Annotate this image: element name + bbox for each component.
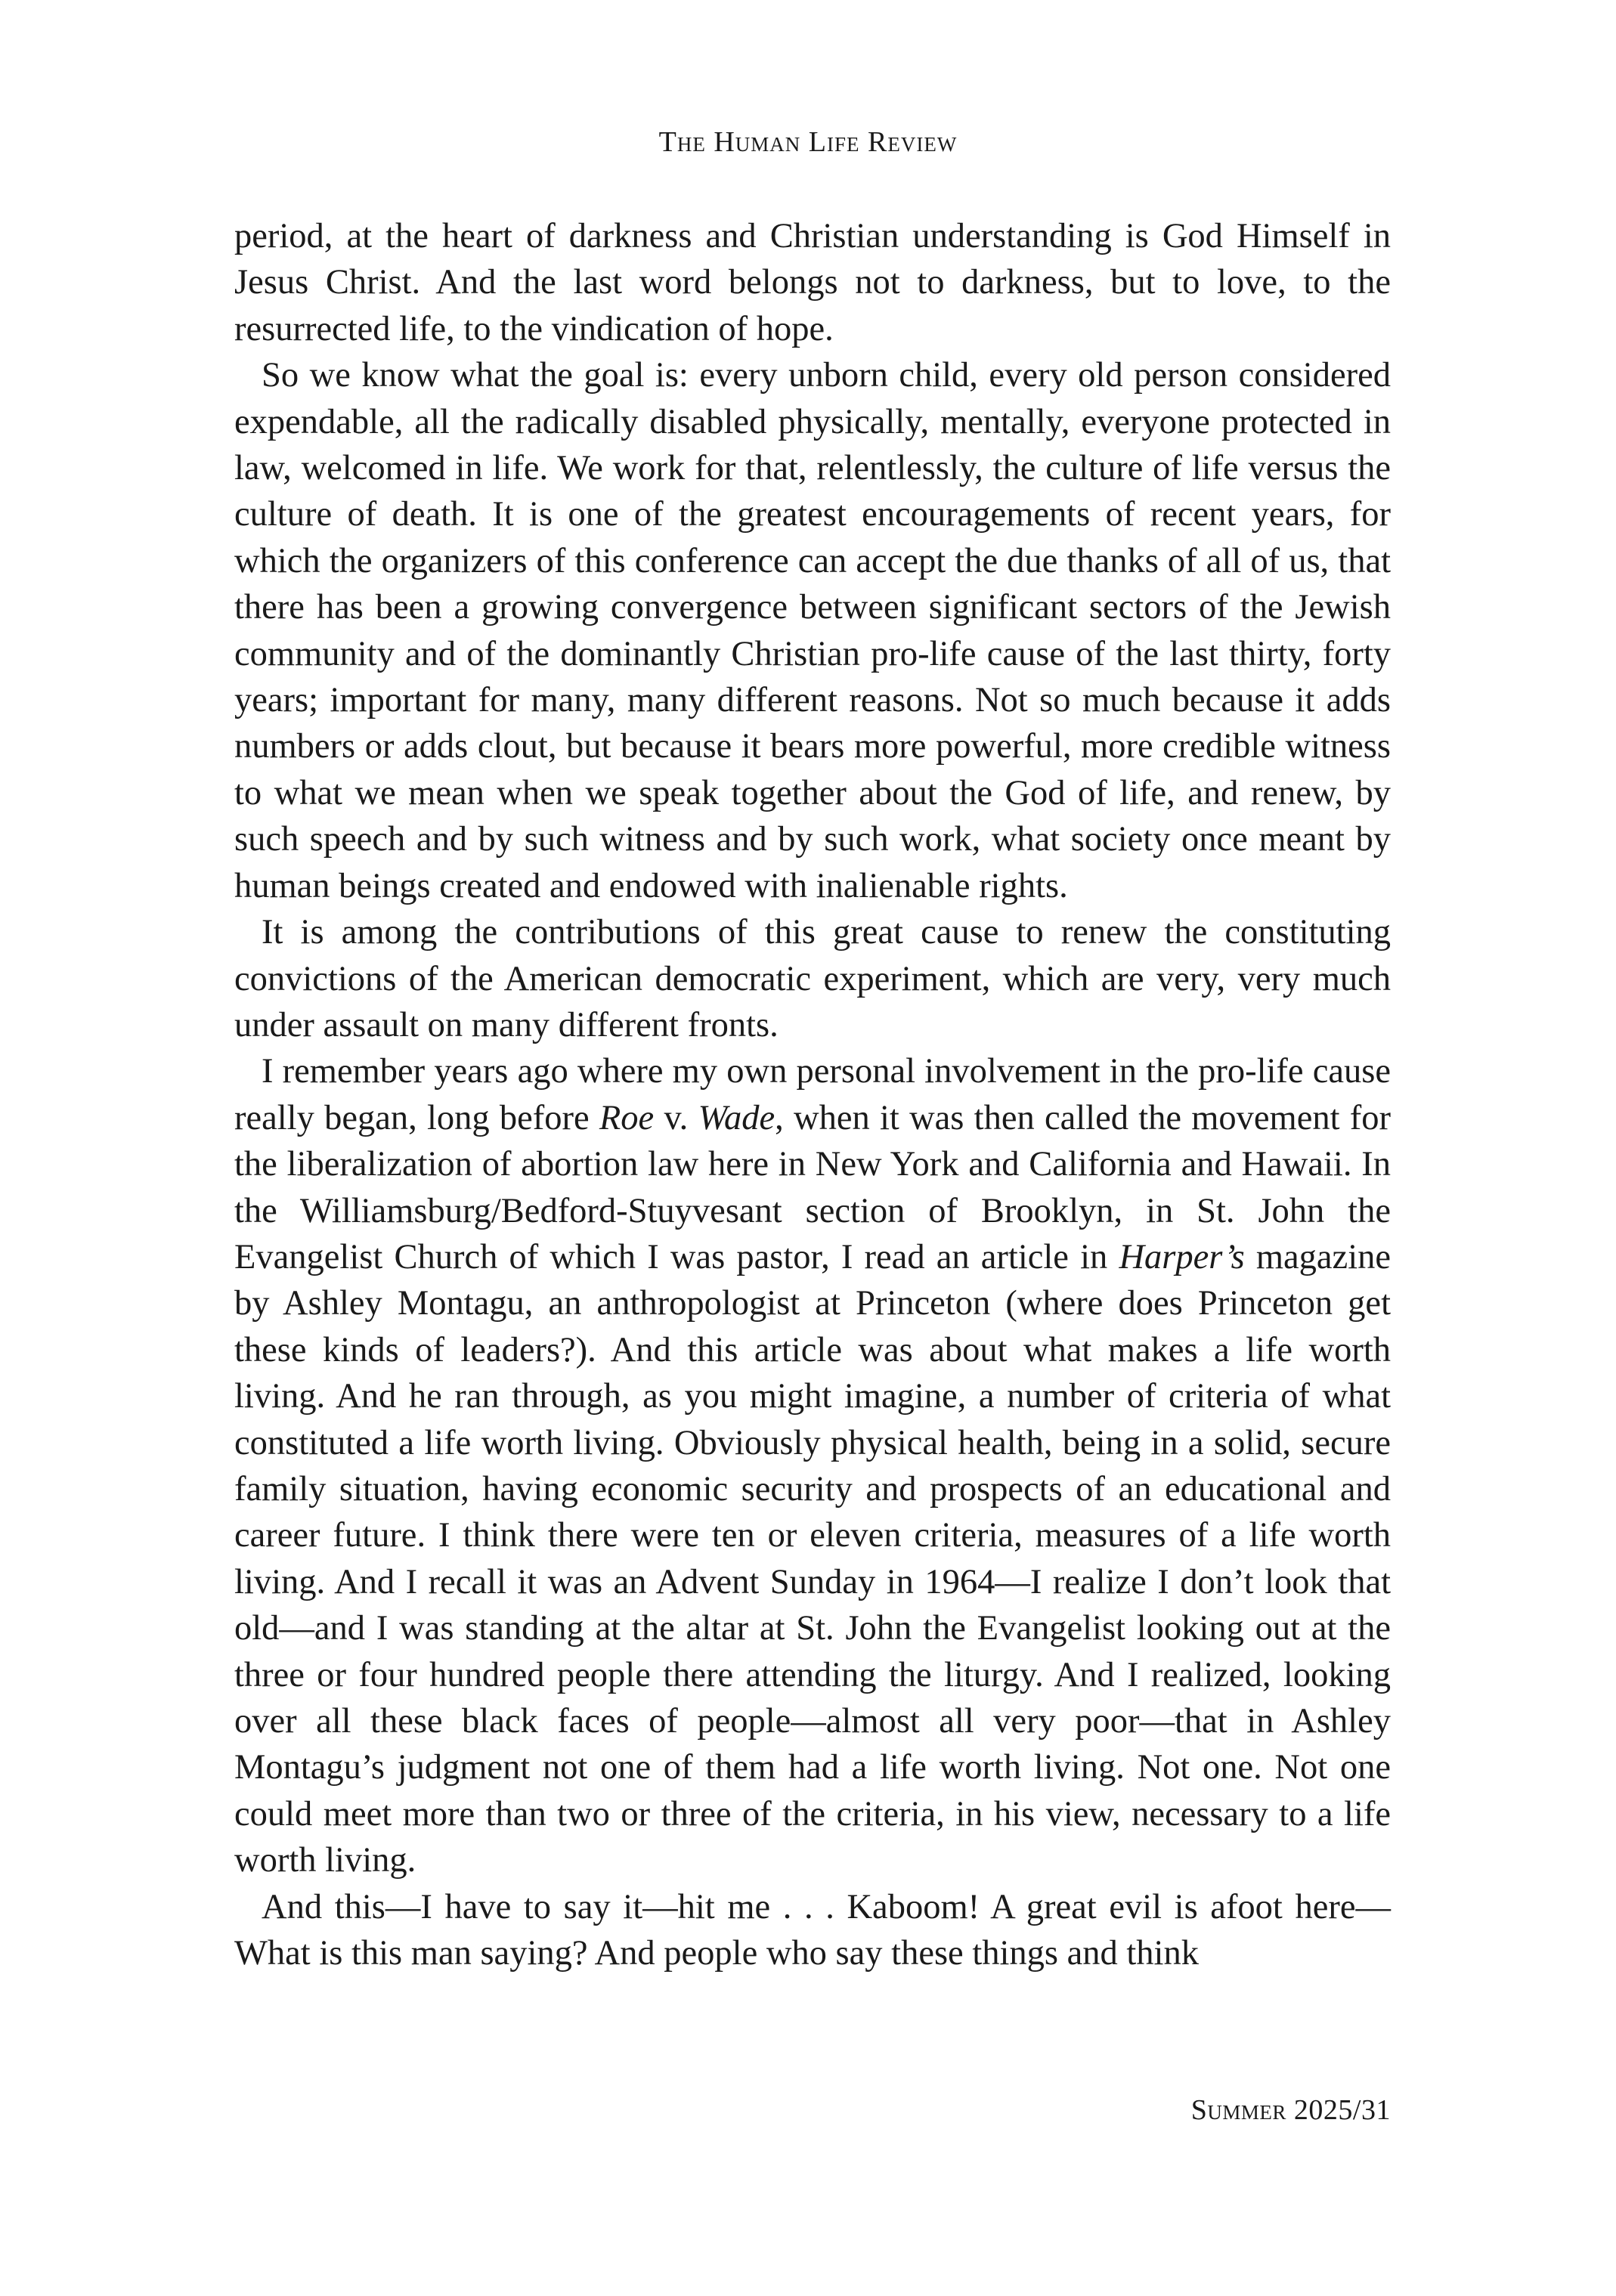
paragraph-4 <box>234 1048 1391 1883</box>
page-folio: Summer 2025/31 <box>1190 2094 1391 2126</box>
running-head: The Human Life Review <box>658 126 958 158</box>
paragraph-4-text-a: I remember years ago where my own personal involvement in the pro-life cause really began, long before <box>234 1052 1391 1137</box>
paragraph-2: So we know what the goal is: every unborn child, every old person considered expendable, all the radically disabled physically, mentally, everyone protected in law, welcomed in life. We work for that, relentlessly, the culture of life versus the culture of death. It is one of the greatest encouragements of recent years, for which the organizers of this conference can accept the due thanks of all of us, that there has been a growing convergence between significant sectors of the Jewish community and of the dominantly Christian pro-life cause of the last thirty, forty years; important for many, many different reasons. Not so much because it adds numbers or adds clout, but because it bears more powerful, more credible witness to what we mean when we speak together about the God of life, and renew, by such speech and by such witness and by such work, what society once meant by human beings created and endowed with inalienable rights. <box>234 356 1391 905</box>
paragraph-5: And this—I have to say it—hit me . . . Kaboom! A great evil is afoot here—What is this man saying? And people who say these things and think <box>234 1887 1391 1973</box>
case-name-roe: Roe <box>599 1098 655 1137</box>
magazine-title-harpers: Harper’s <box>1119 1237 1245 1276</box>
case-name-wade: Wade <box>698 1098 775 1137</box>
paragraph-1: period, at the heart of darkness and Christian understanding is God Himself in Jesus Christ. And the last word belongs not to darkness, but to love, to the resurrected life, to the vindication of hope. <box>234 217 1391 348</box>
paragraph-4-text-c: magazine by Ashley Montagu, an anthropologist at Princeton (where does Princeton get these kinds of leaders?). And this article was about what makes a life worth living. And he ran through, as you might imagine, a number of criteria of what constituted a life worth living. Obviously physical health, being in a solid, secure family situation, having economic security and prospects of an educational and career future. I think there were ten or eleven criteria, measures of a life worth living. And I recall it was an Advent Sunday in 1964—I realize I don’t look that old—and I was standing at the altar at St. John the Evangelist looking out at the three or four hundred people there attending the liturgy. And I realized, looking over all these black faces of people—almost all very poor—that in Ashley Montagu’s judgment not one of them had a life worth living. Not one. Not one could meet more than two or three of the criteria, in his view, necessary to a life worth living. <box>234 1237 1391 1880</box>
paragraph-3: It is among the contributions of this great cause to renew the constituting convictions of the American democratic experiment, which are very, very much under assault on many different fronts. <box>234 913 1391 1044</box>
paragraph-4-text-b: , when it was then called the movement for the liberalization of abortion law here in New York and California and Hawaii. In the Williamsburg/Bedford-Stuyvesant section of Brooklyn, in St. John the Evangelist Church of which I was pastor, I read an article in <box>234 1098 1392 1276</box>
case-versus: v. <box>654 1098 698 1137</box>
article-body <box>234 213 1391 1976</box>
